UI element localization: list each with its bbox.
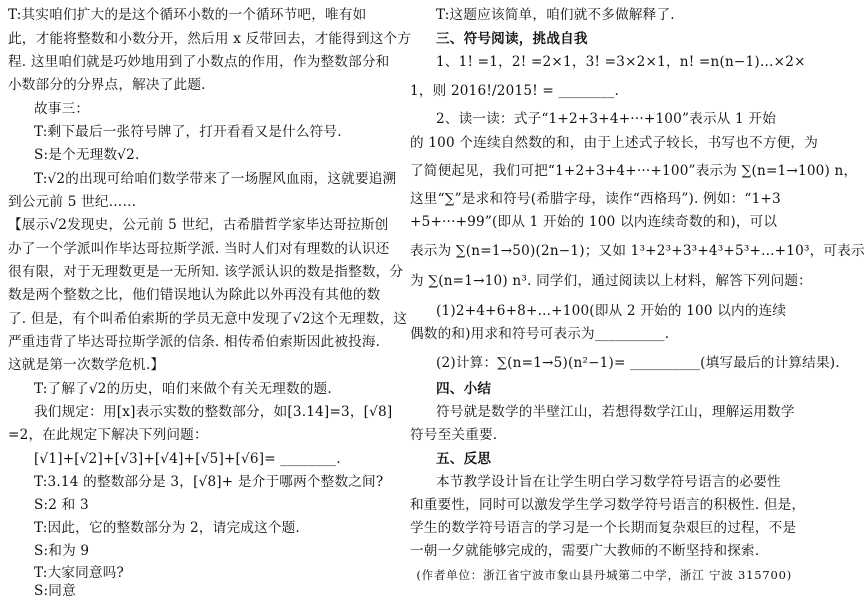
right-line-22: 一朝一夕就能够完成的，需要广大教师的不断坚持和探索. [410, 543, 760, 559]
author-affiliation: (作者单位：浙江省宁波市象山县丹城第二中学，浙江 宁波 315700) [416, 568, 792, 582]
right-line-5: 2、读一读：式子“1+2+3+4+···+100”表示从 1 开始 [436, 111, 777, 127]
left-line-2: 此，才能将整数和小数分开，然后用 x 反带回去，才能得到这个方 [8, 31, 412, 47]
left-line-13: 数是两个整数之比，他们错误地认为除此以外再没有其他的数 [8, 287, 381, 303]
right-line-14: (2)计算：∑(n=1→5)(n²−1)= __________(填写最后的计算结果). [436, 355, 840, 371]
left-line-21: T:3.14 的整数部分是 3，[√8]+ 是介于哪两个整数之间? [34, 474, 384, 490]
left-line-19: =2，在此规定下解决下列问题： [8, 427, 208, 443]
left-line-17: T:了解了√2的历史，咱们来做个有关无理数的题. [34, 381, 332, 397]
left-line-23: T:因此，它的整数部分为 2，请完成这个题. [34, 520, 300, 536]
right-line-9: +5+···+99”(即从 1 开始的 100 以内连续奇数的和)，可以 [410, 214, 778, 230]
right-line-7: 了简便起见，我们可把“1+2+3+4+···+100”表示为 ∑(n=1→100) n， [410, 163, 858, 179]
right-line-19: 本节教学设计旨在让学生明白学习数学符号语言的必要性 [436, 474, 781, 490]
section-heading-reflection: 五、反思 [436, 451, 492, 467]
section-heading-symbol-reading: 三、符号阅读，挑战自我 [436, 31, 588, 47]
left-line-1: T:其实咱们扩大的是这个循环小数的一个循环节吧，唯有如 [8, 7, 367, 23]
left-line-5: 故事三： [34, 101, 90, 117]
right-line-12: (1)2+4+6+8+...+100(即从 2 开始的 100 以内的连续 [436, 303, 787, 319]
left-line-22: S:2 和 3 [34, 497, 89, 513]
right-line-17: 符号至关重要. [410, 427, 498, 443]
left-line-16: 这就是第一次数学危机.】 [8, 357, 165, 373]
left-line-7: S:是个无理数√2. [34, 147, 140, 163]
right-line-20: 和重要性，同时可以激发学生学习数学符号语言的积极性. 但是， [410, 497, 806, 513]
right-line-21: 学生的数学符号语言的学习是一个长期而复杂艰巨的过程，不是 [410, 520, 797, 536]
left-line-11: 办了一个学派叫作毕达哥拉斯学派. 当时人们对有理数的认识还 [8, 241, 390, 257]
right-line-1: T:这题应该简单，咱们就不多做解释了. [436, 7, 675, 23]
left-line-25: T:大家同意吗? [34, 565, 125, 581]
left-line-15: 严重违背了毕达哥拉斯学派的信条. 相传希伯索斯因此被投海. [8, 334, 381, 350]
right-line-10: 表示为 ∑(n=1→50)(2n−1)；又如 1³+2³+3³+4³+5³+...+10³，可表示 [410, 243, 865, 259]
right-line-13: 偶数的和)用求和符号可表示为__________. [410, 326, 670, 342]
section-heading-summary: 四、小结 [436, 381, 492, 397]
right-line-3: 1、1! =1，2! =2×1，3! =3×2×1，n! =n(n−1)…×2× [436, 54, 806, 70]
left-line-20: [√1]+[√2]+[√3]+[√4]+[√5]+[√6]= ________. [34, 451, 341, 467]
left-line-12: 很有限，对于无理数更是一无所知. 该学派认识的数是指整数，分 [8, 264, 404, 280]
right-line-16: 符号就是数学的半壁江山，若想得数学江山，理解运用数学 [436, 404, 795, 420]
right-line-11: 为 ∑(n=1→10) n³. 同学们，通过阅读以上材料，解答下列问题： [410, 273, 812, 289]
right-line-8: 这里“∑”是求和符号(希腊字母，读作“西格玛”). 例如：“1+3 [410, 191, 781, 207]
left-line-4: 小数部分的分界点，解决了此题. [8, 77, 206, 93]
left-line-26: S:同意 [34, 583, 76, 599]
left-line-18: 我们规定：用[x]表示实数的整数部分，如[3.14]=3，[√8] [34, 404, 393, 420]
right-line-4: 1，则 2016!/2015! = ________. [410, 83, 619, 99]
right-line-6: 的 100 个连续自然数的和，由于上述式子较长，书写也不方便，为 [410, 135, 819, 151]
left-line-24: S:和为 9 [34, 543, 90, 559]
left-line-9: 到公元前 5 世纪…… [8, 194, 137, 210]
left-line-14: 了. 但是，有个叫希伯索斯的学员无意中发现了√2这个无理数，这 [8, 311, 408, 327]
left-line-10: 【展示√2发现史，公元前 5 世纪，古希腊哲学家毕达哥拉斯创 [8, 217, 389, 233]
left-line-3: 程. 这里咱们就是巧妙地用到了小数点的作用，作为整数部分和 [8, 54, 390, 70]
left-line-8: T:√2的出现可给咱们数学带来了一场腥风血雨，这就要追溯 [34, 171, 397, 187]
left-line-6: T:剩下最后一张符号牌了，打开看看又是什么符号. [34, 124, 342, 140]
